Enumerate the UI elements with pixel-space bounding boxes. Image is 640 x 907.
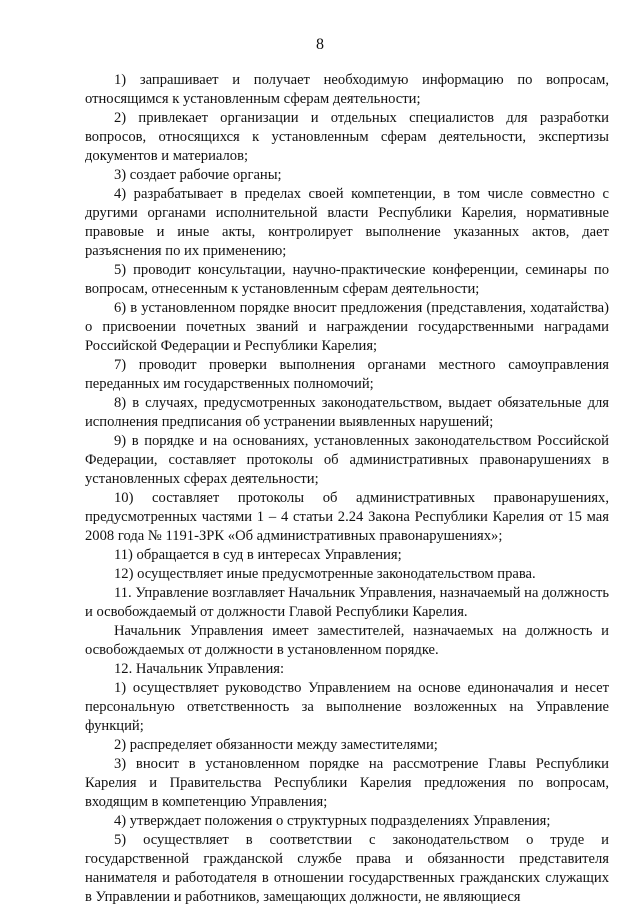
- paragraph: 12. Начальник Управления:: [114, 661, 285, 677]
- paragraph: 3) создает рабочие органы;: [114, 167, 282, 183]
- paragraph: 2) распределяет обязанности между заместителями;: [114, 737, 438, 753]
- paragraph: 9) в порядке и на основаниях, установленных законодательством Российской Федерации, составляет протоколы об административных правонарушениях в установленных сферах деятельности;: [85, 433, 609, 487]
- paragraph: 6) в установленном порядке вносит предложения (представления, ходатайства) о присвоении почетных званий и награждении государственными наградами Российской Федерации и Республики Карелия;: [85, 300, 609, 354]
- paragraph: 2) привлекает организации и отдельных специалистов для разработки вопросов, относящихся к установленным сферам деятельности, экспертизы документов и материалов;: [85, 110, 609, 164]
- paragraph: 4) утверждает положения о структурных подразделениях Управления;: [114, 813, 551, 829]
- paragraph: 8) в случаях, предусмотренных законодательством, выдает обязательные для исполнения предписания об устранении выявленных нарушений;: [85, 395, 609, 430]
- paragraph: 5) проводит консультации, научно-практические конференции, семинары по вопросам, отнесенным к установленным сферам деятельности;: [85, 262, 609, 297]
- page-number: 8: [316, 36, 324, 53]
- paragraph: 5) осуществляет в соответствии с законодательством о труде и государственной гражданской службе права и обязанности представителя нанимателя и работодателя в отношении государственных гражданских служащих в Управлении и работников, замещающих должности, не являющиеся: [85, 832, 609, 905]
- paragraph: 12) осуществляет иные предусмотренные законодательством права.: [114, 566, 536, 582]
- paragraph: 11. Управление возглавляет Начальник Управления, назначаемый на должность и освобождаемый от должности Главой Республики Карелия.: [85, 585, 609, 620]
- paragraph: 11) обращается в суд в интересах Управления;: [114, 547, 402, 563]
- paragraph: 1) осуществляет руководство Управлением на основе единоначалия и несет персональную ответственность за выполнение возложенных на Управление функций;: [85, 680, 609, 734]
- paragraph: 1) запрашивает и получает необходимую информацию по вопросам, относящимся к установленным сферам деятельности;: [85, 72, 609, 107]
- paragraph: 4) разрабатывает в пределах своей компетенции, в том числе совместно с другими органами исполнительной власти Республики Карелия, нормативные правовые и иные акты, контролирует выполнение указанных актов, дает разъяснения по их применению;: [85, 186, 609, 259]
- document-body: [85, 71, 609, 907]
- paragraph: 3) вносит в установленном порядке на рассмотрение Главы Республики Карелия и Правительства Республики Карелия предложения по вопросам, входящим в компетенцию Управления;: [85, 756, 609, 810]
- paragraph: 7) проводит проверки выполнения органами местного самоуправления переданных им государственных полномочий;: [85, 357, 609, 392]
- paragraph: Начальник Управления имеет заместителей, назначаемых на должность и освобождаемых от должности в установленном порядке.: [85, 623, 609, 658]
- paragraph: 10) составляет протоколы об административных правонарушениях, предусмотренных частями 1 – 4 статьи 2.24 Закона Республики Карелия от 15 мая 2008 года № 1191-ЗРК «Об административных правонарушениях»;: [85, 490, 609, 544]
